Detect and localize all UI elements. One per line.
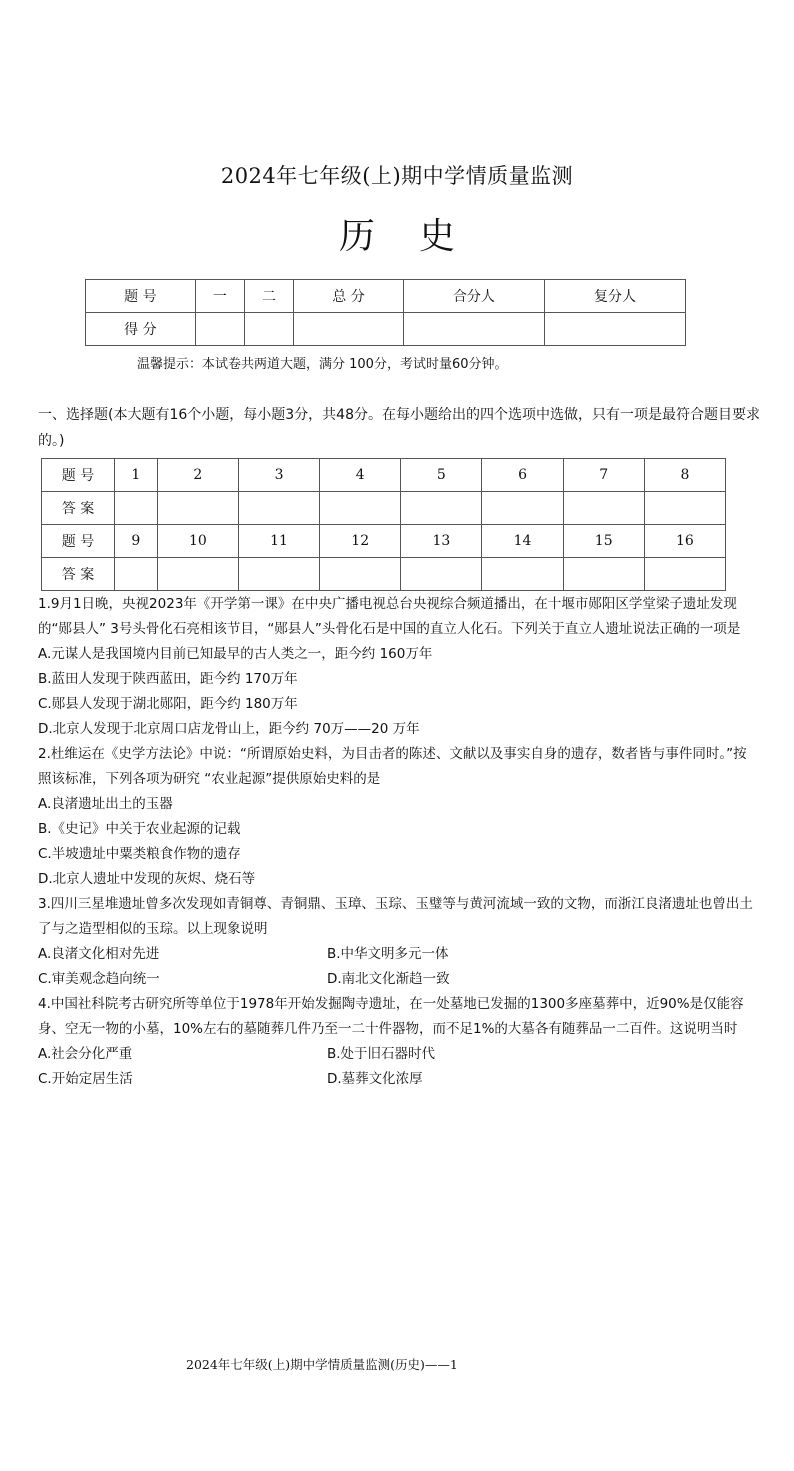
option-c: C.半坡遗址中粟类粮食作物的遗存: [38, 846, 241, 862]
score-blank-cell[interactable]: [403, 313, 544, 346]
score-blank-cell[interactable]: [195, 313, 244, 346]
question-number: 1: [115, 459, 158, 492]
answer-blank-cell[interactable]: [238, 558, 319, 591]
answer-blank-cell[interactable]: [482, 492, 563, 525]
question-number: 6: [482, 459, 563, 492]
score-cell: 复分人: [544, 280, 685, 313]
question-number: 13: [401, 525, 482, 558]
option-d: D.南北文化渐趋一致: [327, 971, 450, 987]
option-c: C.开始定居生活: [38, 1071, 133, 1087]
option-b: B.蓝田人发现于陕西蓝田，距今约 170万年: [38, 671, 298, 687]
question-number: 11: [238, 525, 319, 558]
answer-blank-cell[interactable]: [482, 558, 563, 591]
score-blank-cell[interactable]: [244, 313, 293, 346]
option-a: A.良渚文化相对先进: [38, 946, 160, 962]
question-number: 3: [238, 459, 319, 492]
question-number: 4: [320, 459, 401, 492]
option-a: A.良渚遗址出土的玉器: [38, 796, 173, 812]
answer-label: 答 案: [42, 492, 115, 525]
question-1: [38, 592, 760, 742]
score-cell: 得 分: [86, 313, 196, 346]
option-c: C.审美观念趋向统一: [38, 971, 160, 987]
answer-blank-cell[interactable]: [563, 492, 644, 525]
option-row: [38, 1042, 760, 1067]
score-blank-cell[interactable]: [544, 313, 685, 346]
option-b: B.处于旧石器时代: [327, 1046, 436, 1062]
question-number: 2: [157, 459, 238, 492]
option-d: D.北京人发现于北京周口店龙骨山上，距今约 70万——20 万年: [38, 721, 420, 737]
answer-blank-cell[interactable]: [401, 492, 482, 525]
option-row: [38, 1067, 760, 1092]
option-row: [38, 967, 760, 992]
question-number: 12: [320, 525, 401, 558]
score-cell: 一: [195, 280, 244, 313]
answer-row: [42, 492, 726, 525]
question-stem: 4.中国社科院考古研究所等单位于1978年开始发掘陶寺遗址，在一处墓地已发掘的1300多座墓葬中，近90%是仅能容身、空无一物的小墓，10%左右的墓随葬几件乃至一二十件器物，而不足1%的大墓各有随葬品一二百件。这说明当时: [38, 996, 744, 1037]
answer-row: [42, 558, 726, 591]
question-4: [38, 992, 760, 1092]
option-b: B.《史记》中关于农业起源的记载: [38, 821, 241, 837]
score-blank-cell[interactable]: [294, 313, 404, 346]
answer-blank-cell[interactable]: [115, 492, 158, 525]
question-3: [38, 892, 760, 992]
answer-blank-cell[interactable]: [115, 558, 158, 591]
answer-blank-cell[interactable]: [644, 558, 725, 591]
question-number: 16: [644, 525, 725, 558]
option-a: A.社会分化严重: [38, 1046, 133, 1062]
option-row: [38, 942, 760, 967]
answer-num-row: [42, 459, 726, 492]
question-number: 5: [401, 459, 482, 492]
answer-blank-cell[interactable]: [644, 492, 725, 525]
exam-tip: 温馨提示：本试卷共两道大题，满分 100分，考试时量60分钟。: [137, 357, 508, 372]
questions: [38, 592, 760, 1092]
answer-label: 答 案: [42, 558, 115, 591]
question-2: [38, 742, 760, 892]
answer-blank-cell[interactable]: [563, 558, 644, 591]
option-c: C.郧县人发现于湖北郧阳，距今约 180万年: [38, 696, 298, 712]
question-number: 14: [482, 525, 563, 558]
question-number: 10: [157, 525, 238, 558]
score-cell: 题 号: [86, 280, 196, 313]
question-number: 9: [115, 525, 158, 558]
section1-heading: 一、选择题(本大题有16个小题，每小题3分，共48分。在每小题给出的四个选项中选做，只有一项是最符合题目要求的。): [38, 407, 760, 449]
answer-blank-cell[interactable]: [320, 558, 401, 591]
question-number: 7: [563, 459, 644, 492]
answer-blank-cell[interactable]: [157, 492, 238, 525]
answer-num-label: 题 号: [42, 459, 115, 492]
question-stem: 3.四川三星堆遗址曾多次发现如青铜尊、青铜鼎、玉璋、玉琮、玉璧等与黄河流域一致的文物，而浙江良渚遗址也曾出土了与之造型相似的玉琮。以上现象说明: [38, 896, 753, 937]
answer-num-label: 题 号: [42, 525, 115, 558]
option-d: D.墓葬文化浓厚: [327, 1071, 423, 1087]
answer-blank-cell[interactable]: [157, 558, 238, 591]
option-b: B.中华文明多元一体: [327, 946, 449, 962]
answer-blank-cell[interactable]: [320, 492, 401, 525]
answer-blank-cell[interactable]: [401, 558, 482, 591]
answer-num-row: [42, 525, 726, 558]
score-cell: 合分人: [403, 280, 544, 313]
page-footer: 2024年七年级(上)期中学情质量监测(历史)——1: [186, 1357, 458, 1372]
question-stem: 1.9月1日晚，央视2023年《开学第一课》在中央广播电视总台央视综合频道播出，在十堰市郧阳区学堂梁子遗址发现的“郧县人” 3号头骨化石亮相该节目，“郧县人”头骨化石是中国的直立人化石。下列关于直立人遗址说法正确的一项是: [38, 596, 741, 637]
question-number: 15: [563, 525, 644, 558]
answer-table: [41, 458, 726, 591]
score-cell: 总 分: [294, 280, 404, 313]
option-a: A.元谋人是我国境内目前已知最早的古人类之一，距今约 160万年: [38, 646, 433, 662]
score-cell: 二: [244, 280, 293, 313]
question-number: 8: [644, 459, 725, 492]
score-table: [85, 279, 686, 346]
exam-title: 2024年七年级(上)期中学情质量监测: [220, 164, 574, 188]
score-table-header-row: [86, 280, 686, 313]
score-table-score-row: [86, 313, 686, 346]
subject-title: 历史: [338, 216, 499, 257]
question-stem: 2.杜维运在《史学方法论》中说：“所谓原始史料，为目击者的陈述、文献以及事实自身的遗存，数者皆与事件同时。”按照该标准，下列各项为研究 “农业起源”提供原始史料的是: [38, 746, 747, 787]
answer-blank-cell[interactable]: [238, 492, 319, 525]
option-d: D.北京人遗址中发现的灰烬、烧石等: [38, 871, 256, 887]
